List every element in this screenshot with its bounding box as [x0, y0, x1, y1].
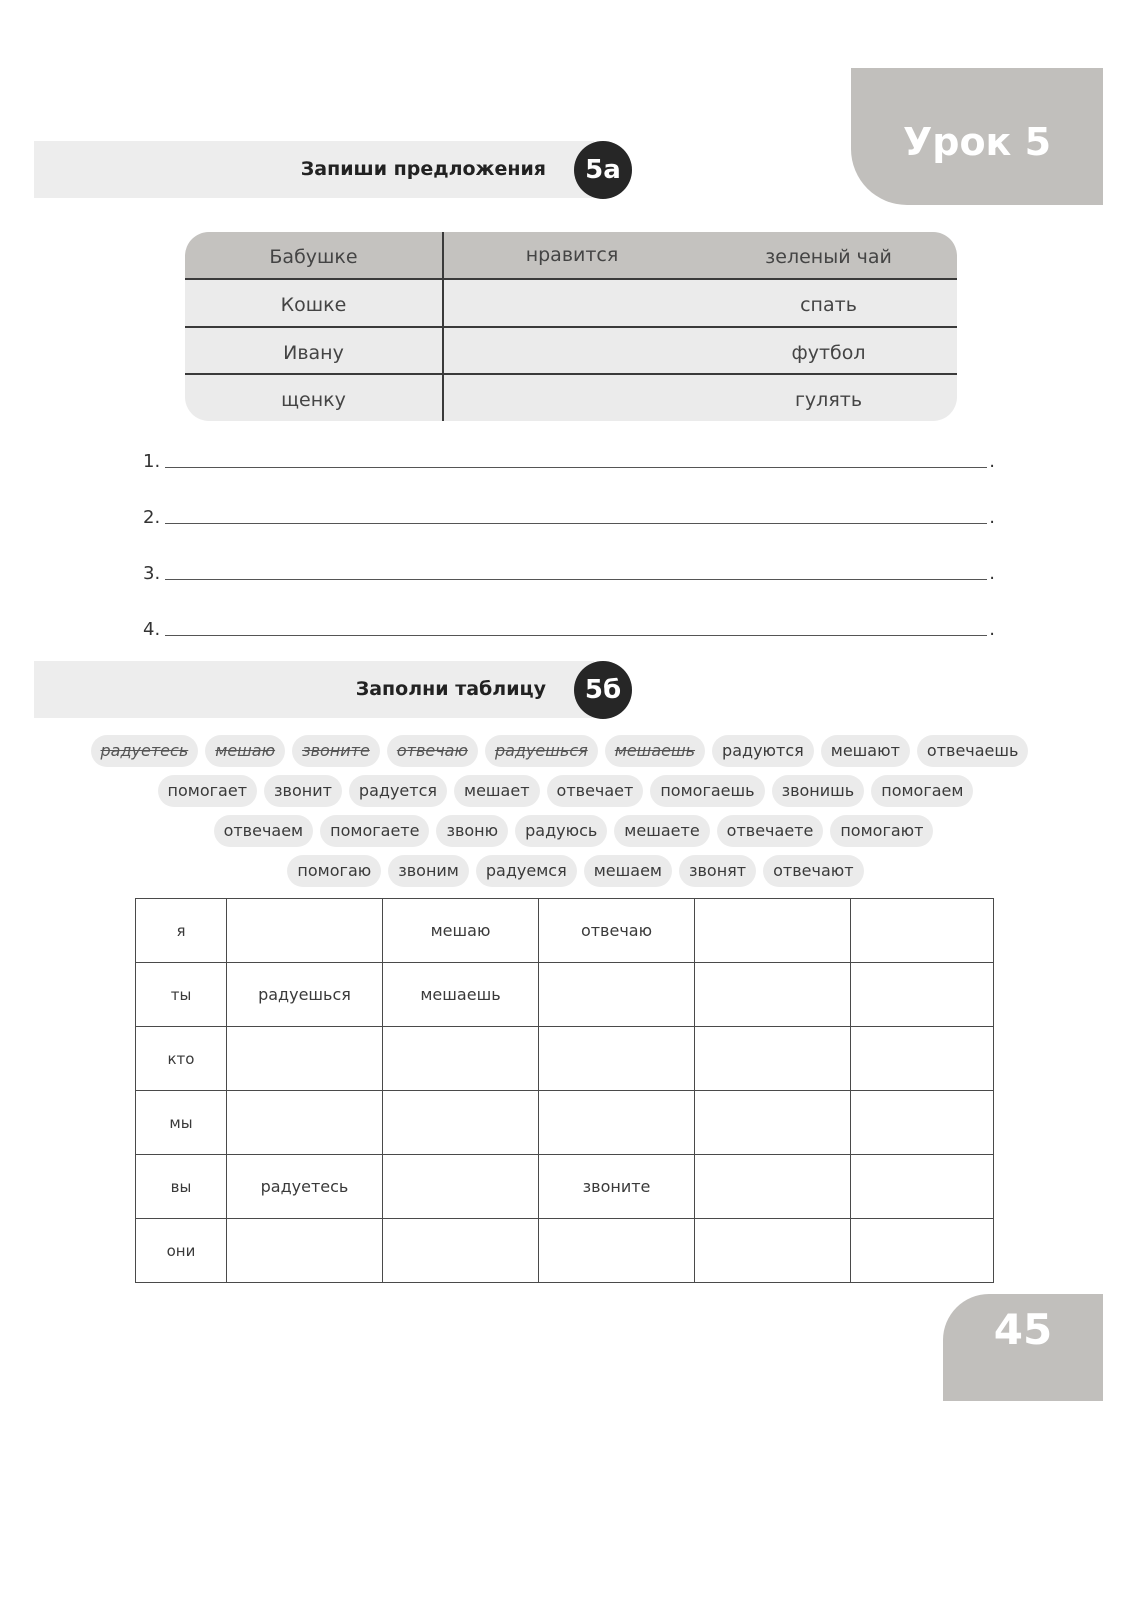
- table-row: [185, 328, 957, 375]
- word-chip[interactable]: отвечаете: [717, 815, 824, 847]
- exercise-5b-title: Заполни таблицу: [355, 678, 546, 700]
- line-end: .: [989, 507, 995, 528]
- table-row: [136, 1155, 994, 1219]
- word-chip[interactable]: мешаю: [205, 735, 285, 767]
- answer-cell[interactable]: [695, 963, 851, 1027]
- answer-rule: [165, 579, 987, 580]
- answer-cell[interactable]: радуетесь: [227, 1155, 383, 1219]
- table-row: [136, 899, 994, 963]
- answer-cell[interactable]: [539, 1027, 695, 1091]
- answer-cell[interactable]: [227, 899, 383, 963]
- exercise-5b-badge: 5б: [574, 661, 632, 719]
- word-chip[interactable]: помогает: [158, 775, 257, 807]
- table-row: [185, 280, 957, 327]
- word-bank-row: [10, 855, 1131, 887]
- answer-cell[interactable]: радуешься: [227, 963, 383, 1027]
- table-cell: Кошке: [280, 294, 347, 316]
- lesson-tab: [851, 68, 1103, 205]
- answer-cell[interactable]: [383, 1027, 539, 1091]
- line-end: .: [989, 619, 995, 640]
- answer-cell[interactable]: [695, 1155, 851, 1219]
- exercise-5b-header: [34, 661, 594, 718]
- answer-cell[interactable]: [851, 1219, 994, 1283]
- answer-cell[interactable]: [383, 1155, 539, 1219]
- word-chip[interactable]: радуешься: [485, 735, 598, 767]
- table-cell: Бабушке: [269, 246, 358, 268]
- page-number: 45: [993, 1305, 1053, 1354]
- word-chip[interactable]: радуюсь: [515, 815, 607, 847]
- word-chip[interactable]: отвечаю: [387, 735, 478, 767]
- line-number: 2.: [143, 507, 161, 528]
- lesson-title: Урок 5: [902, 120, 1052, 164]
- sentence-table-header: [185, 232, 957, 279]
- answer-cell[interactable]: [539, 963, 695, 1027]
- table-cell: щенку: [281, 389, 346, 411]
- word-bank-row: [0, 735, 1125, 767]
- answer-cell[interactable]: мешаю: [383, 899, 539, 963]
- word-chip[interactable]: помогают: [830, 815, 933, 847]
- table-row: [136, 1219, 994, 1283]
- answer-line-4[interactable]: [143, 616, 995, 640]
- answer-cell[interactable]: [227, 1219, 383, 1283]
- table-row: [136, 963, 994, 1027]
- answer-cell[interactable]: [695, 1091, 851, 1155]
- table-cell: [444, 280, 700, 327]
- word-chip[interactable]: мешают: [821, 735, 910, 767]
- word-chip[interactable]: отвечают: [763, 855, 863, 887]
- word-chip[interactable]: радуется: [349, 775, 447, 807]
- answer-cell[interactable]: отвечаю: [539, 899, 695, 963]
- pronoun-cell: ты: [136, 963, 227, 1027]
- answer-cell[interactable]: [851, 1155, 994, 1219]
- pronoun-cell: они: [136, 1219, 227, 1283]
- table-row: [136, 1091, 994, 1155]
- table-cell: зеленый чай: [765, 246, 892, 268]
- word-chip[interactable]: мешает: [454, 775, 540, 807]
- word-chip[interactable]: звонят: [679, 855, 756, 887]
- answer-cell[interactable]: звоните: [539, 1155, 695, 1219]
- divider: [442, 232, 444, 421]
- answer-rule: [165, 635, 987, 636]
- page-number-tab: [943, 1294, 1103, 1401]
- answer-cell[interactable]: [227, 1027, 383, 1091]
- word-chip[interactable]: звоним: [388, 855, 469, 887]
- table-cell: футбол: [791, 342, 866, 364]
- pronoun-cell: мы: [136, 1091, 227, 1155]
- word-chip[interactable]: помогаешь: [650, 775, 764, 807]
- answer-line-3[interactable]: [143, 560, 995, 584]
- table-cell: гулять: [794, 389, 863, 411]
- line-number: 1.: [143, 451, 161, 472]
- sentence-table: [185, 232, 957, 421]
- line-number: 3.: [143, 563, 161, 584]
- word-chip[interactable]: мешаем: [584, 855, 672, 887]
- pronoun-cell: кто: [136, 1027, 227, 1091]
- word-chip[interactable]: помогаю: [287, 855, 381, 887]
- answer-cell[interactable]: [851, 963, 994, 1027]
- answer-cell[interactable]: [695, 899, 851, 963]
- line-number: 4.: [143, 619, 161, 640]
- answer-cell[interactable]: мешаешь: [383, 963, 539, 1027]
- word-chip[interactable]: радуемся: [476, 855, 577, 887]
- answer-cell[interactable]: [851, 1091, 994, 1155]
- exercise-5a-header: [34, 141, 594, 198]
- answer-line-2[interactable]: [143, 504, 995, 528]
- answer-cell[interactable]: [695, 1219, 851, 1283]
- table-row: [136, 1027, 994, 1091]
- table-cell: спать: [800, 294, 857, 316]
- answer-rule: [165, 467, 987, 468]
- word-chip[interactable]: радуются: [712, 735, 814, 767]
- word-chip[interactable]: звоните: [292, 735, 380, 767]
- conjugation-table: [135, 898, 994, 1283]
- table-row: [185, 375, 957, 421]
- table-cell: [444, 375, 700, 421]
- pronoun-cell: я: [136, 899, 227, 963]
- word-chip[interactable]: мешаете: [614, 815, 709, 847]
- answer-cell[interactable]: [851, 1027, 994, 1091]
- answer-cell[interactable]: [539, 1219, 695, 1283]
- word-chip[interactable]: отвечаешь: [917, 735, 1029, 767]
- answer-rule: [165, 523, 987, 524]
- answer-cell[interactable]: [227, 1091, 383, 1155]
- table-cell: Ивану: [283, 342, 344, 364]
- word-chip[interactable]: отвечаем: [214, 815, 314, 847]
- line-end: .: [989, 563, 995, 584]
- word-chip[interactable]: мешаешь: [605, 735, 705, 767]
- pronoun-cell: вы: [136, 1155, 227, 1219]
- line-end: .: [989, 451, 995, 472]
- table-cell: [444, 328, 700, 375]
- answer-cell[interactable]: [539, 1091, 695, 1155]
- answer-cell[interactable]: [851, 899, 994, 963]
- answer-cell[interactable]: [695, 1027, 851, 1091]
- word-chip[interactable]: звоню: [436, 815, 508, 847]
- word-chip[interactable]: помогаете: [320, 815, 429, 847]
- table-cell: нравится: [525, 244, 619, 266]
- word-chip[interactable]: звонишь: [772, 775, 865, 807]
- answer-line-1[interactable]: [143, 448, 995, 472]
- word-chip[interactable]: помогаем: [871, 775, 973, 807]
- answer-cell[interactable]: [383, 1091, 539, 1155]
- exercise-5a-title: Запиши предложения: [300, 158, 546, 180]
- word-bank-row: [0, 775, 1131, 807]
- exercise-5a-badge: 5а: [574, 141, 632, 199]
- word-bank-row: [8, 815, 1131, 847]
- word-chip[interactable]: радуетесь: [91, 735, 199, 767]
- word-chip[interactable]: отвечает: [547, 775, 644, 807]
- word-chip[interactable]: звонит: [264, 775, 342, 807]
- answer-cell[interactable]: [383, 1219, 539, 1283]
